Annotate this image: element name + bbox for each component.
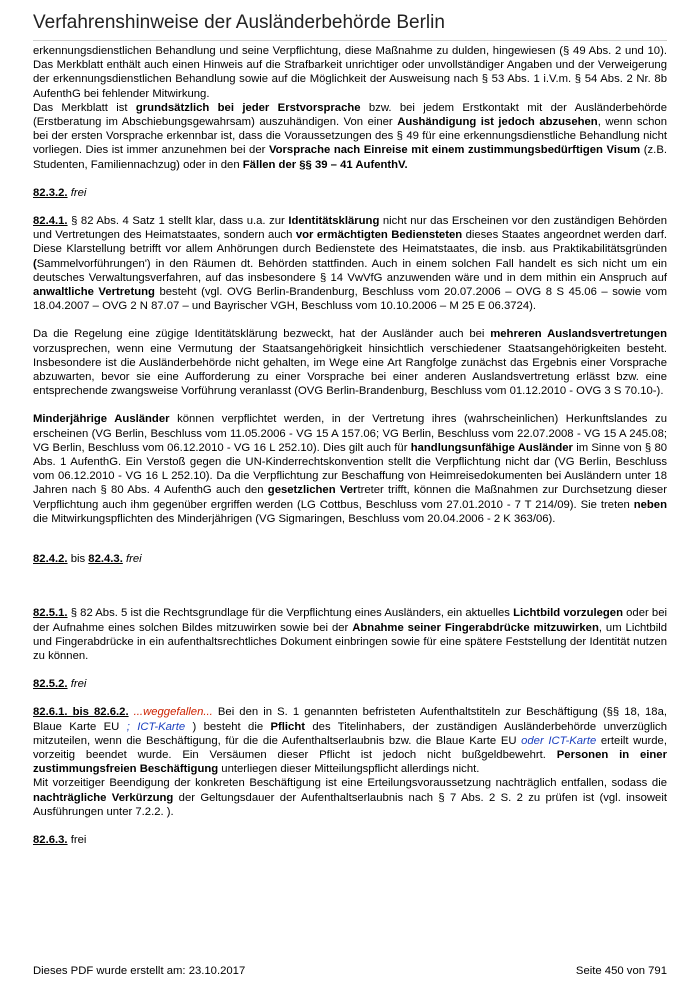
text: (z.B. Studenten, Familiennachzug) oder in den: [33, 144, 667, 171]
bold-text: mehreren Auslandsvertretungen: [490, 328, 667, 341]
text: vorzusprechen, wenn eine Vermutung der Staatsangehörigkeit hinsichtlich verschiedener Staatsangehörigkeiten besteht. Insbesondere ist die Ausländerbehörde nicht gehalten, im Wege eine Art Rangfolge zunächst das Ergebnis einer Vorsprache abzuwarten, bevor sie eine Aufforderung zu einer Vorsprache bei einer anderen Auslandsvertretung erlässt bzw. eine entsprechende zwangsweise Vorführung veranlasst (OVG Berlin-Brandenburg, Beschluss vom 01.12.2010 - OVG 3 S 70.10-).: [33, 342, 667, 398]
section-82-4-1: [33, 214, 667, 313]
page-title: Verfahrenshinweise der Ausländerbehörde Berlin: [33, 12, 667, 41]
text: oder bei der Aufnahme eines solchen Bildes mitzuwirken sowie bei der: [33, 607, 667, 634]
text: ) besteht die: [185, 720, 271, 733]
section-82-6-3: [33, 833, 667, 847]
paragraph-verkuerzung: [33, 776, 667, 819]
text: § 82 Abs. 4 Satz 1 stellt klar, dass u.a. zur: [67, 215, 289, 228]
section-number: 82.6.3.: [33, 833, 68, 846]
text: besteht (vgl. OVG Berlin-Brandenburg, Beschluss vom 20.07.2006 – OVG 8 S 45.06 – sowie vom 18.04.2007 – OVG 2 N 87.07 – und Bayrischer VGH, Beschluss vom 10.10.2006 – M 25 E 06.3724).: [33, 286, 668, 313]
bold-text: vor ermächtigten Bediensteten: [295, 229, 463, 242]
bold-text: Pflicht: [270, 720, 306, 733]
page-footer: [33, 965, 667, 977]
text: Bei den in S. 1 genannten befristeten Aufenthaltstiteln zur Beschäftigung (§§ 18, 18a, Blaue Karte EU: [33, 706, 667, 733]
bold-text: (: [33, 257, 37, 270]
section-number: 82.4.3.: [88, 553, 123, 566]
paragraph-auslandsvertretungen: [33, 327, 667, 398]
text: , um Lichtbild und Fingerabdrücke in ein aufenthaltsrechtliches Dokument einbringen sowie für eine spätere Feststellung der Identität nutzen zu können.: [33, 621, 667, 662]
bold-text: anwaltliche Vertretung: [33, 286, 155, 299]
frei-label: frei: [70, 186, 87, 199]
text: dieses Staates angeordnet werden darf. Diese Klarstellung betrifft vor allem Anhörungen durch Bedienstete des Heimatstaates, die insb. aus Praktikabilitätsgründen: [33, 229, 667, 256]
frei-label: frei: [70, 678, 87, 691]
section-82-5-1: [33, 606, 667, 663]
text: der Geltungsdauer der Aufenthaltserlaubnis nach § 7 Abs. 2 S. 2 zu prüfen ist (vgl. insoweit Ausführungen unter 7.2.2. ).: [33, 791, 667, 818]
bold-text: handlungsunfähige Ausländer: [410, 441, 573, 454]
section-82-3-2: [33, 186, 667, 200]
text: bis: [67, 553, 89, 566]
page-number: Seite 450 von 791: [575, 965, 667, 977]
paragraph-merkblatt: [33, 101, 667, 172]
frei-label: frei: [125, 553, 142, 566]
paragraph-minderjaehrige: [33, 412, 667, 526]
inserted-text: oder ICT-Karte: [521, 734, 597, 747]
removed-marker: ...weggefallen...: [128, 706, 213, 719]
section-82-6-1: [33, 705, 667, 776]
document-body: [33, 44, 667, 847]
text: Sammelvorführungen') in den Räumen dt. Behörden stattfinden. Auch in einem solchen Fall handelt es sich nicht um ein deutsches Verwaltungsverfahren, auf das insbesondere § 14 VwVfG anzuwenden wäre und in dem mithin ein Anspruch auf: [33, 257, 667, 284]
text: können verpflichtet werden, in der Vertretung ihres (wahrscheinlichen) Herkunftslandes zu erscheinen (VG Berlin, Beschluss vom 11.05.2006 - VG 15 A 157.06; VG Berlin, Beschluss vom 22.07.2008 - VG 15 A 245.08; VG Berlin, Beschluss vom 06.12.2010 - VG 16 L 252.10). Dies gilt auch für: [33, 413, 667, 454]
bold-text: grundsätzlich bei jeder Erstvorsprache: [135, 101, 361, 114]
created-date: Dieses PDF wurde erstellt am: 23.10.2017: [33, 965, 246, 977]
text: erkennungsdienstlichen Behandlung und seine Verpflichtung, diese Maßnahme zu dulden, hingewiesen (§ 49 Abs. 2 und 10). Das Merkblatt enthält auch einen Hinweis auf die Strafbarkeit unrichtiger oder unvollständiger Angaben und der Verweigerung der erkennungsdienstlichen Behandlung sowie auf die Möglichkeit der Ausweisung nach § 53 Abs. 1 i.V.m. § 54 Abs. 2 Nr. 8b AufenthG bei fehlender Mitwirkung.: [33, 45, 667, 100]
section-number: 82.4.1.: [33, 215, 68, 228]
text: erteilt wurde, vorzeitig beendet wurde. Ein Versäumen dieser Pflicht ist jedoch nicht bußgeldbewehrt.: [33, 734, 667, 761]
inserted-text: ; ICT-Karte: [126, 720, 186, 733]
bold-text: Fällen der §§ 39 – 41 AufenthV.: [242, 158, 408, 171]
section-number: 82.6.1. bis 82.6.2.: [33, 706, 129, 719]
text: unterliegen dieser Mitteilungspflicht allerdings nicht.: [218, 763, 480, 776]
text: nicht nur das Erscheinen vor den zuständigen Behörden und Vertretungen des Heimatstaates, sondern auch: [33, 215, 667, 242]
bold-text: Aushändigung ist jedoch abzusehen: [397, 116, 598, 129]
section-82-4-2: [33, 552, 667, 566]
text: , wenn schon bei der ersten Vorsprache erkennbar ist, dass die Voraussetzungen des § 49 für eine erkennungsdienstliche Behandlung nicht vorliegen. Dies ist immer anzunehmen bei der: [33, 116, 667, 157]
text: Mit vorzeitiger Beendigung der konkreten Beschäftigung ist eine Erteilungsvoraussetzung nachträglich entfallen, sodass die: [33, 777, 667, 790]
section-number: 82.5.2.: [33, 678, 68, 691]
paragraph-merkblatt-intro: [33, 44, 667, 101]
bold-text: Identitätsklärung: [288, 215, 380, 228]
text: § 82 Abs. 5 ist die Rechtsgrundlage für die Verpflichtung eines Ausländers, ein aktuelles: [67, 607, 514, 620]
bold-text: neben: [633, 498, 667, 511]
section-number: 82.5.1.: [33, 607, 68, 620]
section-number: 82.4.2.: [33, 553, 68, 566]
section-82-5-2: [33, 677, 667, 691]
section-number: 82.3.2.: [33, 186, 68, 199]
text: die Mitwirkungspflichten des Minderjährigen (VG Sigmaringen, Beschluss vom 20.04.2006 - 2 K 363/06).: [33, 512, 556, 525]
text: Da die Regelung eine zügige Identitätsklärung bezweckt, hat der Ausländer auch bei: [33, 328, 491, 341]
bold-text: Vorsprache nach Einreise mit einem zustimmungsbedürftigen Visum: [268, 144, 641, 157]
text: des Titelinhabers, der zuständigen Ausländerbehörde unverzüglich mitzuteilen, wenn die Beschäftigung, für die die Aufenthaltserlaubnis bzw. die Blaue Karte EU: [33, 720, 667, 747]
bold-text: Abnahme seiner Fingerabdrücke mitzuwirken: [352, 621, 599, 634]
bold-text: nachträgliche Verkürzung: [33, 791, 174, 804]
bold-text: Lichtbild vorzulegen: [513, 607, 623, 620]
text: im Sinne von § 80 Abs. 1 AufenthG. Ein Verstoß gegen die UN-Kinderrechtskonvention stellt die Verpflichtung nicht dar (VG Berlin, Beschluss vom 06.12.2010 - VG 16 L 252.10). Da die Verpflichtung zur Beschaffung von Heimreisedokumenten bei Ausländern unter 18 Jahren nach § 80 Abs. 4 AufenthG auch den: [33, 441, 668, 497]
text: treter trifft, können die Maßnahmen zur Durchsetzung dieser Verpflichtung auch ihm gegenüber ergriffen werden (LG Cottbus, Beschluss vom 27.01.2010 - 7 T 214/09). Sie treten: [33, 484, 667, 511]
bold-text: gesetzlichen Ver: [267, 484, 358, 497]
text: bzw. bei jedem Erstkontakt mit der Ausländerbehörde (Erstberatung im Abschiebungsgewahrsam) auszuhändigen. Von einer: [33, 101, 667, 129]
bold-text: Minderjährige Ausländer: [33, 413, 170, 426]
bold-text: Personen in einer zustimmungsfreien Beschäftigung: [33, 748, 667, 776]
text: Das Merkblatt ist: [33, 101, 136, 114]
frei-label: frei: [67, 833, 87, 846]
